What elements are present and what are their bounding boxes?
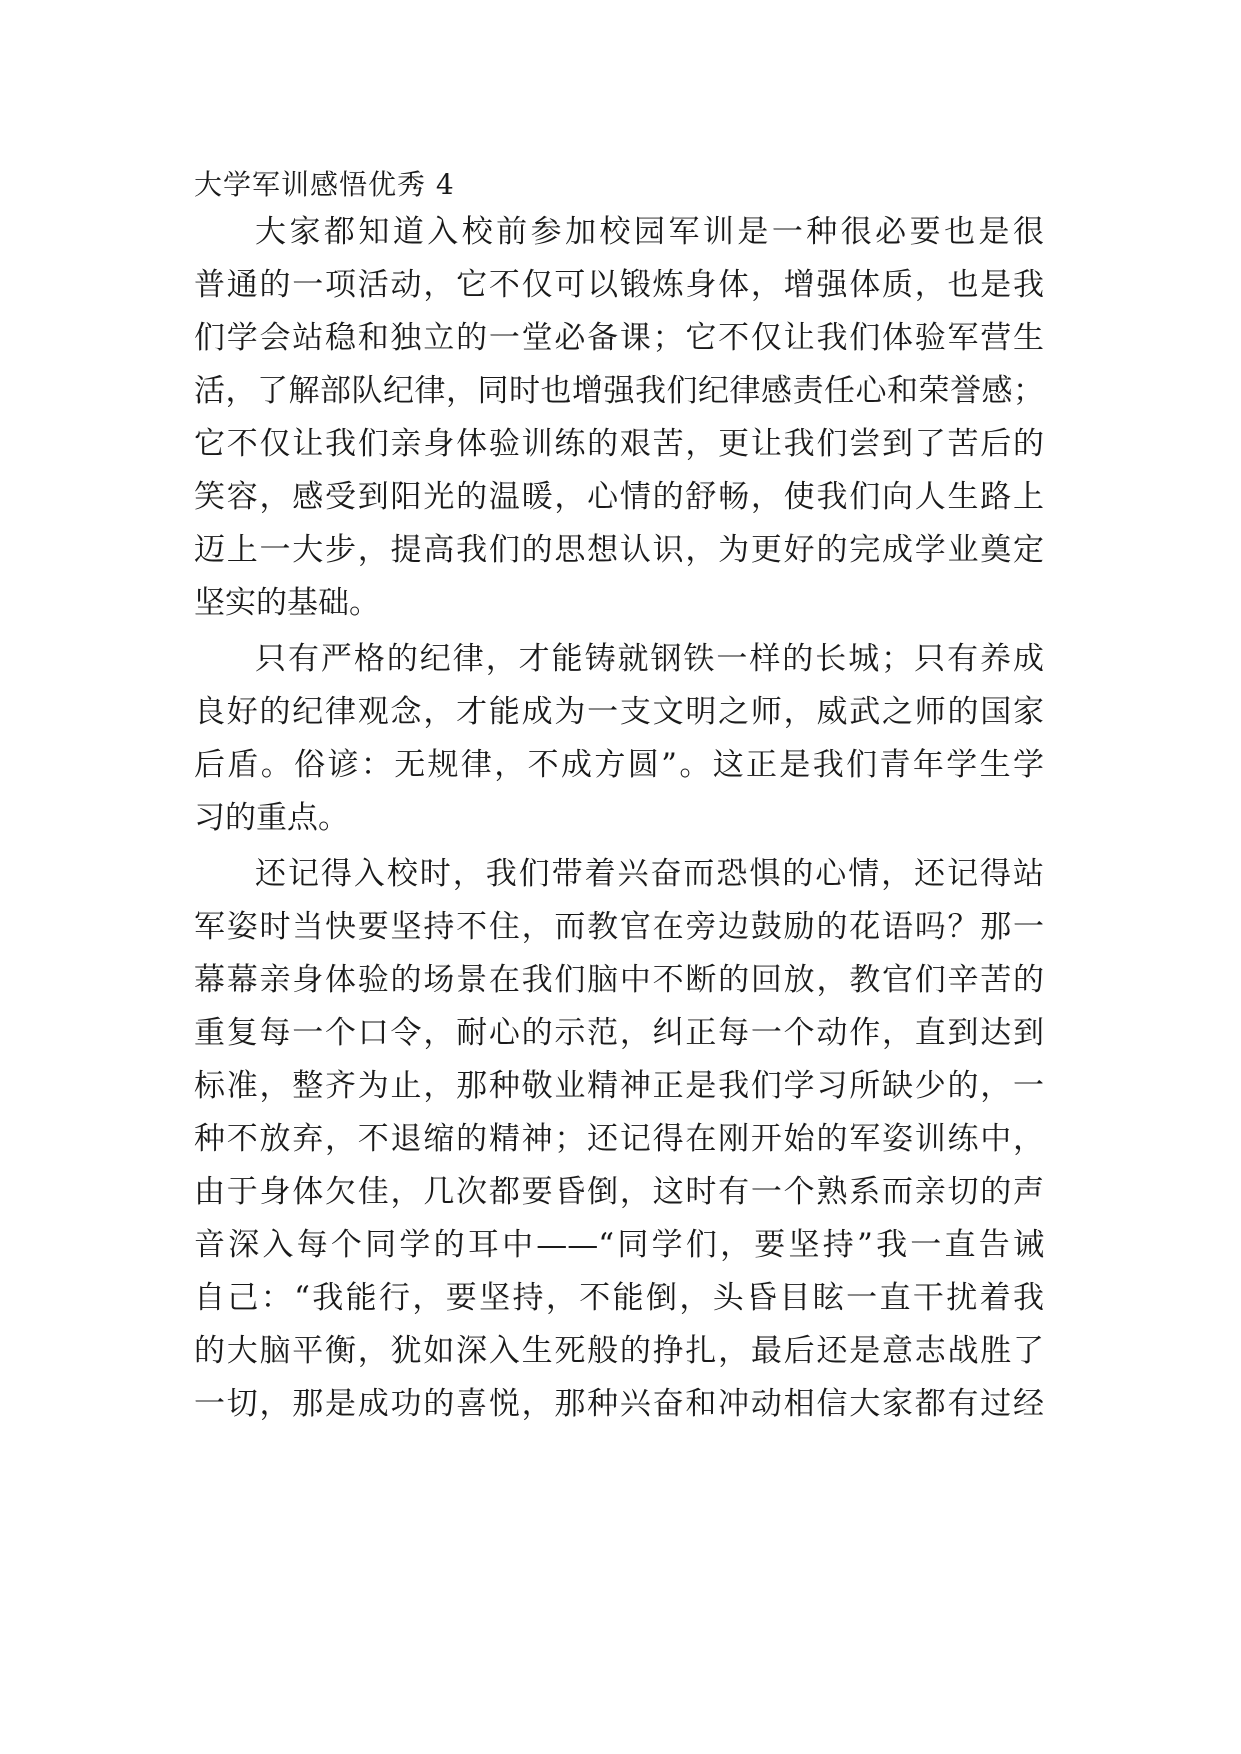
- paragraph-3-line-1: 还记得入校时，我们带着兴奋而恐惧的心情，还记得站: [255, 856, 1044, 892]
- paragraph-1-line-6: 笑容，感受到阳光的温暖，心情的舒畅，使我们向人生路上: [194, 479, 1044, 515]
- paragraph-3-line-4: 重复每一个口令，耐心的示范，纠正每一个动作，直到达到: [194, 1015, 1044, 1051]
- paragraph-1-line-8: 坚实的基础。: [194, 585, 380, 621]
- paragraph-2-line-4: 习的重点。: [194, 800, 349, 836]
- paragraph-2-line-3: 后盾。俗谚：无规律，不成方圆”。这正是我们青年学生学: [194, 747, 1044, 783]
- paragraph-1-line-3: 们学会站稳和独立的一堂必备课；它不仅让我们体验军营生: [194, 320, 1044, 356]
- document-title: 大学军训感悟优秀 4: [194, 168, 455, 201]
- paragraph-3-line-6: 种不放弃，不退缩的精神；还记得在刚开始的军姿训练中，: [194, 1121, 1044, 1157]
- paragraph-3-line-8: 音深入每个同学的耳中——“同学们，要坚持”我一直告诫: [194, 1227, 1044, 1263]
- paragraph-3-line-2: 军姿时当快要坚持不住，而教官在旁边鼓励的花语吗？那一: [194, 909, 1044, 945]
- paragraph-2-line-2: 良好的纪律观念，才能成为一支文明之师，威武之师的国家: [194, 694, 1044, 730]
- paragraph-1-line-7: 迈上一大步，提高我们的思想认识，为更好的完成学业奠定: [194, 532, 1044, 568]
- paragraph-3-line-9: 自己：“我能行，要坚持，不能倒，头昏目眩一直干扰着我: [194, 1280, 1044, 1316]
- paragraph-1-line-1: 大家都知道入校前参加校园军训是一种很必要也是很: [255, 214, 1044, 250]
- paragraph-3-line-10: 的大脑平衡，犹如深入生死般的挣扎，最后还是意志战胜了: [194, 1333, 1044, 1369]
- paragraph-1-line-2: 普通的一项活动，它不仅可以锻炼身体，增强体质，也是我: [194, 267, 1044, 303]
- paragraph-3-line-11: 一切，那是成功的喜悦，那种兴奋和冲动相信大家都有过经: [194, 1386, 1044, 1422]
- paragraph-3-line-5: 标准，整齐为止，那种敬业精神正是我们学习所缺少的，一: [194, 1068, 1044, 1104]
- paragraph-1-line-4: 活，了解部队纪律，同时也增强我们纪律感责任心和荣誉感；: [194, 373, 1044, 409]
- paragraph-1-line-5: 它不仅让我们亲身体验训练的艰苦，更让我们尝到了苦后的: [194, 426, 1044, 462]
- paragraph-2-line-1: 只有严格的纪律，才能铸就钢铁一样的长城；只有养成: [255, 641, 1044, 677]
- paragraph-3-line-7: 由于身体欠佳，几次都要昏倒，这时有一个熟系而亲切的声: [194, 1174, 1044, 1210]
- paragraph-3-line-3: 幕幕亲身体验的场景在我们脑中不断的回放，教官们辛苦的: [194, 962, 1044, 998]
